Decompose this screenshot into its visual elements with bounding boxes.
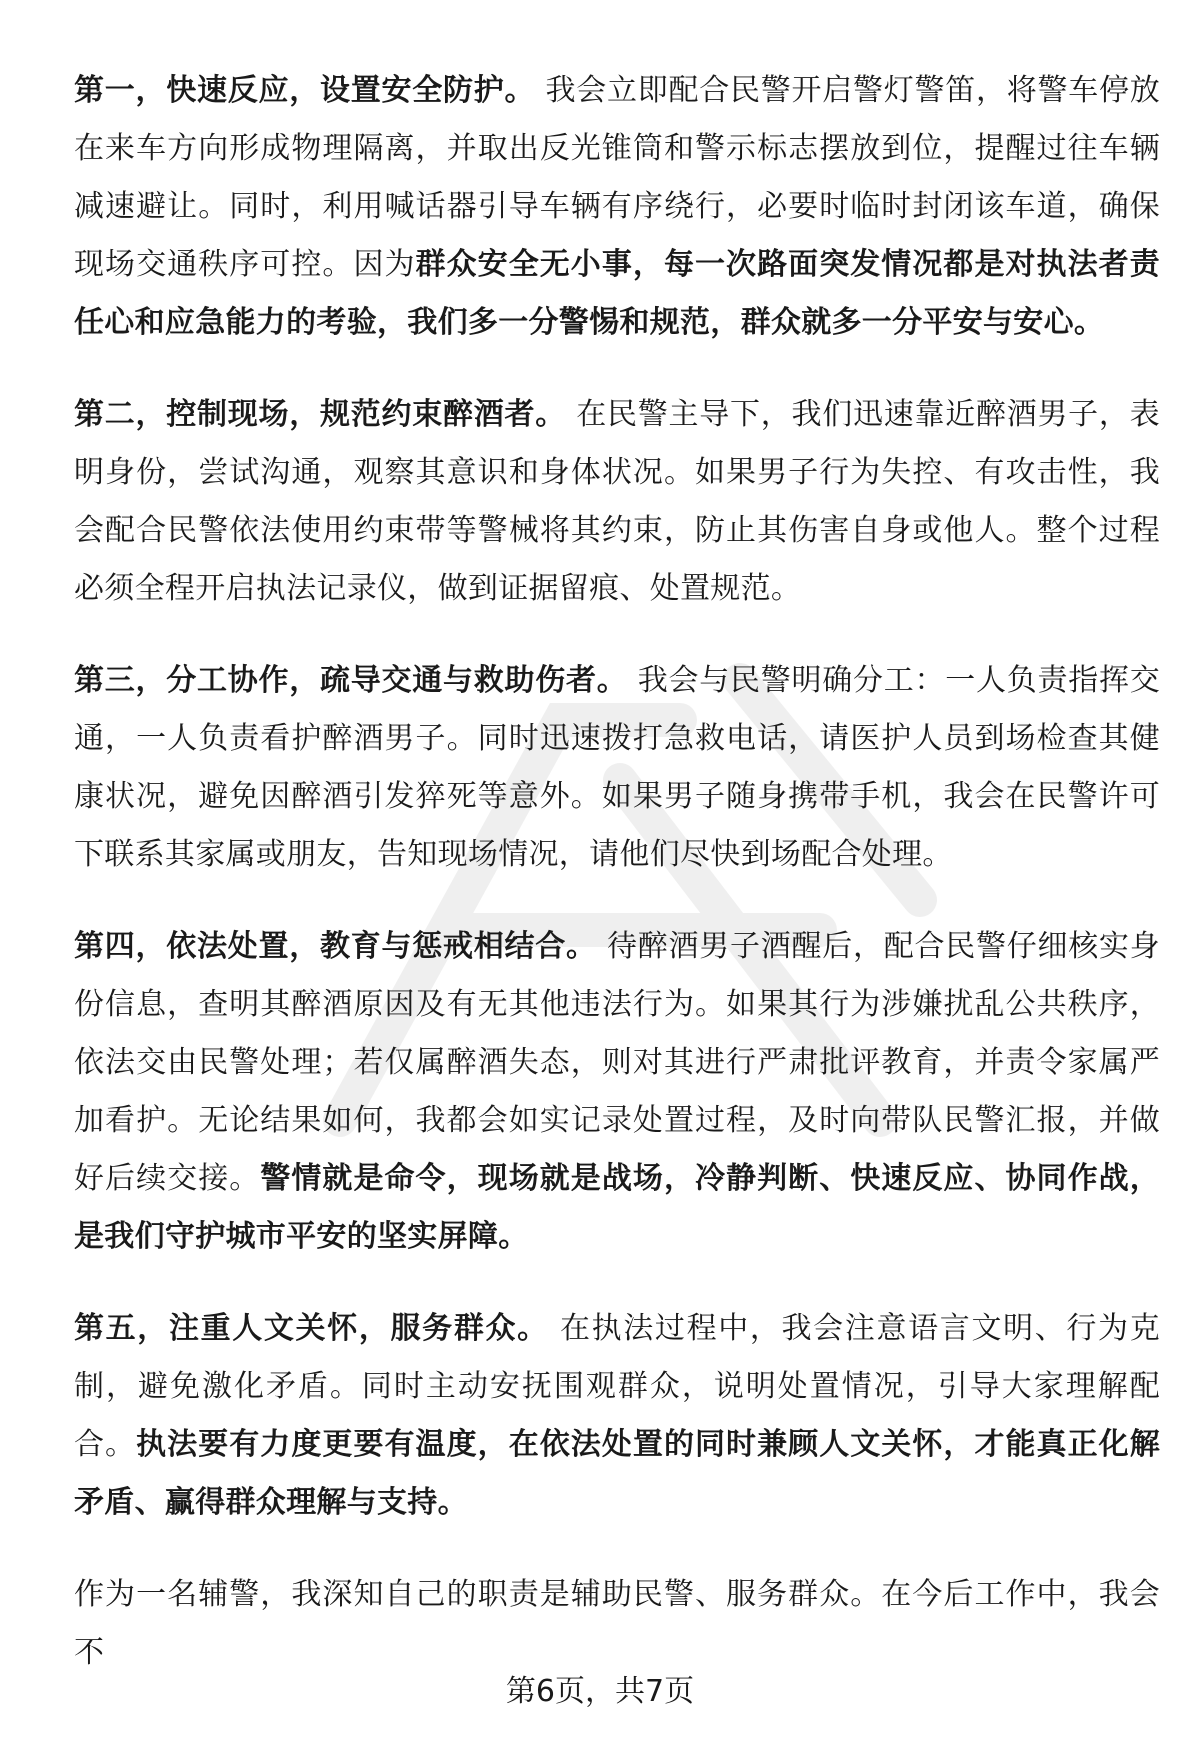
paragraph-4 [74, 918, 1160, 1266]
paragraph-3-body: 我会与民警明确分工：一人负责指挥交通，一人负责看护醉酒男子。同时迅速拨打急救电话，请医护人员到场检查其健康状况，避免因醉酒引发猝死等意外。如果男子随身携带手机，我会在民警许可下联系其家属或朋友，告知现场情况，请他们尽快到场配合处理。 [74, 663, 1160, 872]
paragraph-6 [74, 1566, 1160, 1682]
paragraph-1-lead: 第一，快速反应，设置安全防护。 [74, 73, 536, 108]
paragraph-2 [74, 386, 1160, 618]
paragraph-1 [74, 62, 1160, 352]
paragraph-4-lead: 第四，依法处置，教育与惩戒相结合。 [74, 929, 597, 964]
paragraph-5-emphasis: 执法要有力度更要有温度，在依法处置的同时兼顾人文关怀，才能真正化解矛盾、赢得群众理解与支持。 [74, 1427, 1160, 1520]
paragraph-5-lead: 第五，注重人文关怀，服务群众。 [74, 1311, 549, 1346]
page-footer [0, 1672, 1200, 1712]
paragraph-3-lead: 第三，分工协作，疏导交通与救助伤者。 [74, 663, 628, 698]
paragraph-1-body: 我会立即配合民警开启警灯警笛，将警车停放在来车方向形成物理隔离，并取出反光锥筒和警示标志摆放到位，提醒过往车辆减速避让。同时，利用喊话器引导车辆有序绕行，必要时临时封闭该车道，确保现场交通秩序可控。因为 [74, 73, 1161, 282]
paragraph-4-body: 待醉酒男子酒醒后，配合民警仔细核实身份信息，查明其醉酒原因及有无其他违法行为。如果其行为涉嫌扰乱公共秩序，依法交由民警处理；若仅属醉酒失态，则对其进行严肃批评教育，并责令家属严加看护。无论结果如何，我都会如实记录处置过程，及时向带队民警汇报，并做好后续交接。 [74, 929, 1160, 1196]
paragraph-6-body: 作为一名辅警，我深知自己的职责是辅助民警、服务群众。在今后工作中，我会不 [74, 1577, 1160, 1670]
paragraph-4-emphasis: 警情就是命令，现场就是战场，冷静判断、快速反应、协同作战，是我们守护城市平安的坚实屏障。 [74, 1161, 1160, 1254]
document-body [74, 62, 1160, 1716]
paragraph-2-lead: 第二，控制现场，规范约束醉酒者。 [74, 397, 566, 432]
paragraph-5 [74, 1300, 1160, 1532]
paragraph-2-body: 在民警主导下，我们迅速靠近醉酒男子，表明身份，尝试沟通，观察其意识和身体状况。如果男子行为失控、有攻击性，我会配合民警依法使用约束带等警械将其约束，防止其伤害自身或他人。整个过程必须全程开启执法记录仪，做到证据留痕、处置规范。 [74, 397, 1160, 606]
paragraph-1-emphasis: 群众安全无小事，每一次路面突发情况都是对执法者责任心和应急能力的考验，我们多一分警惕和规范，群众就多一分平安与安心。 [74, 247, 1160, 340]
paragraph-5-body: 在执法过程中，我会注意语言文明、行为克制，避免激化矛盾。同时主动安抚围观群众，说明处置情况，引导大家理解配合。 [74, 1311, 1160, 1462]
page-number-label: 第6页，共7页 [505, 1674, 695, 1709]
paragraph-3 [74, 652, 1160, 884]
